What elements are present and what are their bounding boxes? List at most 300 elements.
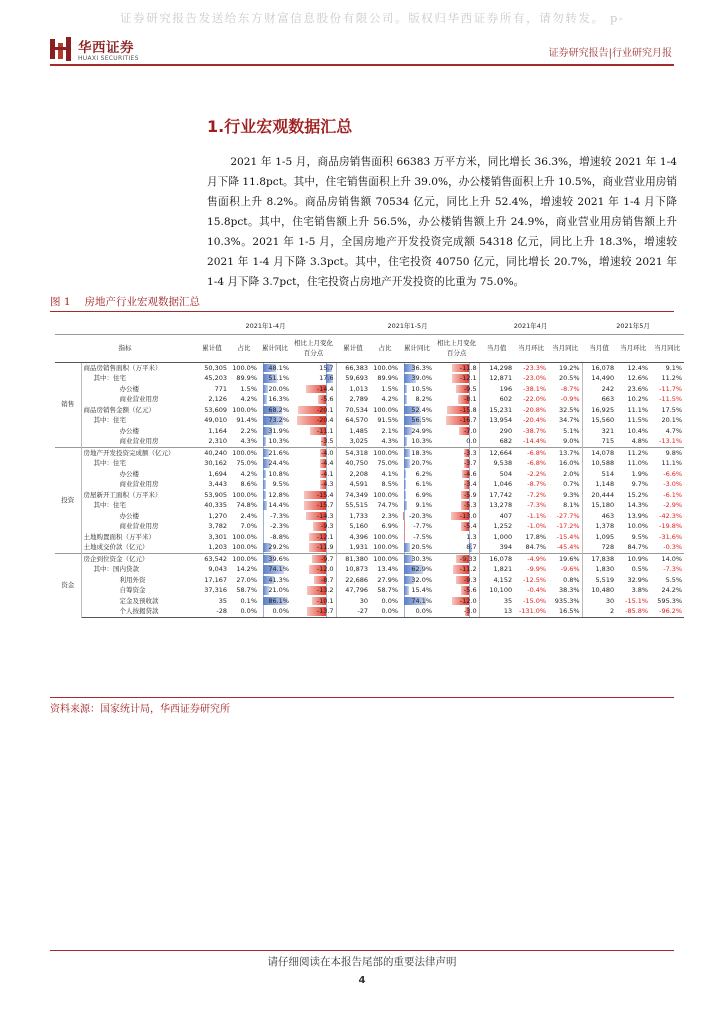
table-cell: 4.2% bbox=[240, 395, 257, 403]
table-cell: 13,954 bbox=[479, 415, 514, 426]
table-cell: 4.2% bbox=[240, 469, 257, 478]
period-header: 2021年1-4月 bbox=[195, 318, 336, 334]
table-cell: 16,925 bbox=[582, 405, 616, 416]
table-cell: 91.5% bbox=[377, 416, 399, 424]
bar-cell bbox=[434, 500, 479, 511]
table-cell: 15,180 bbox=[582, 500, 616, 511]
table-row bbox=[55, 532, 684, 543]
table-cell: -23.0% bbox=[523, 374, 547, 382]
company-logo bbox=[50, 36, 160, 64]
cell-value: -7.5% bbox=[413, 532, 433, 541]
table-cell: 394 bbox=[479, 542, 514, 553]
indicator-name: 其中：国内贷款 bbox=[93, 565, 139, 573]
table-cell: -0.9% bbox=[560, 395, 580, 403]
bar-cell bbox=[291, 426, 336, 437]
table-cell: -11.7% bbox=[659, 384, 683, 393]
indicator-name: 定金及预收款 bbox=[119, 596, 159, 605]
bar-cell bbox=[434, 511, 479, 522]
cell-value: 16.3% bbox=[268, 395, 289, 403]
bar-cell bbox=[291, 511, 336, 522]
cell-value: -14.4 bbox=[316, 384, 334, 393]
table-cell: 3.8% bbox=[631, 586, 649, 594]
table-cell: -0.4% bbox=[527, 586, 547, 594]
cell-value: -12.0 bbox=[316, 565, 334, 573]
cell-value: 39.6% bbox=[268, 554, 289, 563]
table-cell: 9.0% bbox=[563, 437, 580, 445]
section-title: 1.行业宏观数据汇总 bbox=[207, 117, 353, 136]
table-cell: 74.8% bbox=[236, 501, 257, 509]
table-cell: -6.8% bbox=[527, 459, 547, 467]
table-cell: 1,830 bbox=[582, 564, 616, 575]
table-cell: 9.3% bbox=[563, 490, 580, 499]
column-header: 占比 bbox=[229, 334, 259, 362]
table-cell: -131.0% bbox=[514, 606, 548, 617]
bar-cell bbox=[259, 415, 291, 426]
table-cell: 19.6% bbox=[548, 553, 582, 564]
source-divider bbox=[50, 697, 674, 698]
table-cell: 40,335 bbox=[204, 501, 227, 509]
table-cell: 75.0% bbox=[377, 459, 399, 467]
table-cell: 1,694 bbox=[208, 469, 227, 478]
bar-cell bbox=[400, 553, 434, 564]
bar-cell bbox=[259, 553, 291, 564]
table-cell: 728 bbox=[582, 542, 616, 553]
table-cell: 70,534 bbox=[336, 405, 370, 416]
bar-cell bbox=[434, 394, 479, 405]
bar-cell bbox=[259, 394, 291, 405]
column-header: 相比上月变化百分点 bbox=[434, 334, 479, 362]
table-cell: 30,162 bbox=[204, 459, 227, 467]
cell-value: 15.4% bbox=[411, 586, 433, 594]
cell-value: 51.1% bbox=[268, 374, 289, 382]
bar-cell bbox=[291, 606, 336, 617]
bar-cell bbox=[400, 458, 434, 469]
table-cell: -13.1% bbox=[659, 437, 683, 445]
indicator-name: 商业营业用房 bbox=[119, 522, 159, 530]
table-cell: 3,025 bbox=[336, 436, 370, 447]
report-type: 证券研究报告|行业研究月报 bbox=[548, 48, 672, 59]
figure-title: 房地产行业宏观数据汇总 bbox=[84, 296, 201, 308]
table-cell: 27.0% bbox=[236, 575, 257, 584]
cell-value: 32.0% bbox=[411, 575, 433, 584]
table-cell: 1,000 bbox=[479, 532, 514, 543]
table-cell: -20.4% bbox=[523, 416, 547, 424]
table-cell: 4,152 bbox=[479, 575, 514, 586]
bar-cell bbox=[400, 426, 434, 437]
table-cell: -6.8% bbox=[514, 447, 548, 458]
table-row bbox=[55, 405, 684, 416]
cell-value: -4.1 bbox=[320, 469, 334, 478]
indicator-name: 商品房销售金额（亿元） bbox=[83, 405, 155, 414]
table-cell: 53,609 bbox=[204, 405, 227, 414]
cell-value: 24.9% bbox=[411, 426, 433, 435]
bar-cell bbox=[400, 575, 434, 586]
table-cell: 1,252 bbox=[479, 521, 514, 532]
table-cell: 2.0% bbox=[563, 469, 580, 478]
indicator-name: 办公楼 bbox=[119, 426, 139, 435]
indicator-name: 房企到位资金（亿元） bbox=[81, 553, 195, 564]
table-cell: 15,560 bbox=[582, 415, 616, 426]
bar-cell bbox=[259, 458, 291, 469]
table-cell: -7.3% bbox=[527, 501, 547, 509]
table-cell: -96.2% bbox=[650, 606, 684, 617]
table-cell: -38.7% bbox=[523, 426, 547, 435]
cell-value: -11.9 bbox=[316, 543, 334, 551]
cell-value: -3.7 bbox=[463, 459, 477, 467]
table-cell: 0.0% bbox=[370, 606, 400, 617]
table-cell: -6.6% bbox=[663, 469, 683, 478]
table-cell: 0.0% bbox=[381, 596, 399, 605]
table-cell: -38.1% bbox=[523, 384, 547, 393]
column-header: 当月值 bbox=[479, 334, 514, 362]
cell-value: 18.3% bbox=[411, 448, 433, 457]
table-cell: -2.9% bbox=[663, 501, 683, 509]
bar-cell bbox=[400, 564, 434, 575]
bar-cell bbox=[259, 500, 291, 511]
bar-cell bbox=[434, 469, 479, 480]
table-cell: 24.2% bbox=[661, 586, 683, 594]
bar-cell bbox=[291, 447, 336, 458]
bar-cell bbox=[434, 426, 479, 437]
table-row bbox=[55, 394, 684, 405]
bar-cell bbox=[434, 436, 479, 447]
table-cell: 13 bbox=[479, 606, 514, 617]
cell-value: -7.3% bbox=[270, 511, 289, 520]
table-cell: 58.7% bbox=[236, 586, 257, 594]
table-cell: 1,013 bbox=[336, 384, 370, 395]
table-cell: -28 bbox=[195, 606, 229, 617]
table-cell: 13,278 bbox=[479, 500, 514, 511]
table-cell: 84.7% bbox=[627, 543, 649, 551]
cell-value: 56.5% bbox=[411, 416, 433, 424]
bar-cell bbox=[400, 585, 434, 596]
table-cell: 3,443 bbox=[208, 480, 227, 488]
cell-value: -15.7 bbox=[316, 501, 334, 509]
table-cell: 17,167 bbox=[204, 575, 227, 584]
table-row bbox=[55, 458, 684, 469]
table-cell: -22.0% bbox=[523, 395, 547, 403]
table-cell: 10.4% bbox=[627, 426, 649, 435]
cell-value: -20.3% bbox=[409, 511, 433, 520]
bar-cell bbox=[434, 606, 479, 617]
table-cell: 100.0% bbox=[373, 543, 399, 551]
cell-value: -3.3 bbox=[463, 448, 477, 457]
bar-cell bbox=[291, 532, 336, 543]
table-cell: 0.5% bbox=[631, 565, 649, 573]
table-cell: 7.0% bbox=[240, 522, 257, 530]
bar-cell bbox=[400, 436, 434, 447]
table-cell: 12.6% bbox=[627, 374, 649, 382]
bar-cell bbox=[400, 415, 434, 426]
bar-cell bbox=[291, 542, 336, 553]
cell-value: -9.5 bbox=[463, 384, 477, 393]
cell-value: -11.2 bbox=[459, 565, 477, 573]
bar-cell bbox=[259, 436, 291, 447]
bar-cell bbox=[434, 479, 479, 490]
table-cell: 9,043 bbox=[208, 565, 227, 573]
table-cell: 10,873 bbox=[336, 564, 370, 575]
table-cell: 91.4% bbox=[236, 416, 257, 424]
table-cell: 2.1% bbox=[381, 426, 399, 435]
table-cell: 16.0% bbox=[558, 459, 580, 467]
table-cell: 13.4% bbox=[377, 565, 399, 573]
footer-divider bbox=[50, 950, 674, 951]
table-cell: 55,515 bbox=[336, 500, 370, 511]
table-cell: 10.2% bbox=[627, 395, 649, 403]
table-cell: -12.5% bbox=[523, 575, 547, 584]
table-row bbox=[55, 564, 684, 575]
table-cell: 20,444 bbox=[582, 490, 616, 501]
cell-value: 41.3% bbox=[268, 575, 289, 584]
indicator-name: 办公楼 bbox=[119, 511, 139, 520]
table-cell: 14.2% bbox=[236, 565, 257, 573]
bar-cell bbox=[400, 490, 434, 501]
table-cell: 1,148 bbox=[582, 479, 616, 490]
table-cell: 12,664 bbox=[479, 447, 514, 458]
figure-divider bbox=[50, 311, 674, 312]
bar-cell bbox=[434, 564, 479, 575]
indicator-name: 土地成交价款（亿元） bbox=[83, 543, 149, 551]
cell-value: 62.9% bbox=[411, 565, 433, 573]
bar-cell bbox=[259, 596, 291, 607]
cell-value: 0.0% bbox=[415, 607, 433, 615]
bar-cell bbox=[434, 415, 479, 426]
table-cell: -7.2% bbox=[527, 490, 547, 499]
bar-cell bbox=[291, 564, 336, 575]
table-cell: 14,490 bbox=[582, 373, 616, 384]
table-cell: 20.5% bbox=[558, 374, 580, 382]
bar-cell bbox=[259, 479, 291, 490]
table-cell: 100.0% bbox=[232, 543, 257, 551]
table-cell: 10,480 bbox=[582, 585, 616, 596]
bar-cell bbox=[434, 596, 479, 607]
bar-cell bbox=[291, 521, 336, 532]
cell-value: 6.1% bbox=[415, 480, 433, 488]
cell-value: -15.8 bbox=[459, 405, 477, 414]
table-row bbox=[55, 575, 684, 586]
table-cell: 9.5% bbox=[631, 532, 649, 541]
cell-value: -20.1 bbox=[316, 405, 334, 414]
table-cell: 81,380 bbox=[336, 553, 370, 564]
bar-cell bbox=[291, 500, 336, 511]
table-cell: 100.0% bbox=[373, 405, 399, 414]
indicator-name: 其中：住宅 bbox=[93, 459, 126, 467]
table-cell: -9.6% bbox=[560, 565, 580, 573]
bar-cell bbox=[291, 469, 336, 480]
bar-cell bbox=[291, 553, 336, 564]
bar-cell bbox=[400, 469, 434, 480]
table-cell: 1,046 bbox=[479, 479, 514, 490]
bar-cell bbox=[259, 426, 291, 437]
bar-cell bbox=[434, 384, 479, 395]
table-cell: -15.1% bbox=[625, 596, 649, 605]
table-row bbox=[55, 479, 684, 490]
table-cell: -11.5% bbox=[659, 395, 683, 403]
bar-cell bbox=[259, 511, 291, 522]
table-cell: 4.7% bbox=[665, 426, 683, 435]
table-row bbox=[55, 426, 684, 437]
cell-value: 86.1% bbox=[268, 596, 289, 605]
bar-cell bbox=[434, 405, 479, 416]
cell-value: 10.5% bbox=[411, 384, 433, 393]
page-number: 4 bbox=[358, 975, 366, 986]
bar-cell bbox=[291, 575, 336, 586]
cell-value: -4.6 bbox=[463, 469, 477, 478]
cell-value: 10.8% bbox=[268, 469, 289, 478]
table-cell: 715 bbox=[582, 436, 616, 447]
cell-value: 30.3% bbox=[411, 554, 433, 563]
indicator-name: 利用外资 bbox=[119, 575, 146, 584]
table-cell: 100.0% bbox=[232, 532, 257, 541]
cell-value: 39.0% bbox=[411, 374, 433, 382]
period-header-row bbox=[55, 318, 684, 334]
bar-cell bbox=[400, 394, 434, 405]
table-cell: 100.0% bbox=[232, 363, 257, 372]
table-cell: 2,789 bbox=[336, 394, 370, 405]
cell-value: 8.2% bbox=[415, 395, 433, 403]
table-cell: 463 bbox=[582, 511, 616, 522]
table-cell: 100.0% bbox=[370, 447, 400, 458]
table-cell: 100.0% bbox=[373, 532, 399, 541]
cell-value: -3.0 bbox=[463, 607, 477, 615]
bar-cell bbox=[400, 362, 434, 373]
bar-cell bbox=[259, 542, 291, 553]
table-cell: -19.8% bbox=[659, 522, 683, 530]
indicator-name: 商业营业用房 bbox=[119, 395, 159, 403]
bar-cell bbox=[434, 542, 479, 553]
cell-value: -12.1 bbox=[316, 532, 334, 541]
column-header: 相比上月变化百分点 bbox=[291, 334, 336, 362]
table-cell: 100.0% bbox=[229, 553, 259, 564]
bar-cell bbox=[259, 575, 291, 586]
table-cell: -23.3% bbox=[523, 363, 547, 372]
group-label: 销售 bbox=[55, 362, 81, 447]
table-cell: 771 bbox=[214, 384, 227, 393]
bar-cell bbox=[434, 458, 479, 469]
cell-value: 9.5% bbox=[272, 480, 289, 488]
table-cell: 10,588 bbox=[582, 458, 616, 469]
bar-cell bbox=[291, 373, 336, 384]
bar-cell bbox=[291, 458, 336, 469]
table-cell: 9.1% bbox=[665, 363, 683, 372]
table-cell: 1.9% bbox=[631, 469, 649, 478]
table-cell: 4.8% bbox=[631, 437, 649, 445]
table-cell: 663 bbox=[582, 394, 616, 405]
bar-cell bbox=[259, 585, 291, 596]
indicator-name: 商业营业用房 bbox=[119, 437, 159, 445]
indicator-name: 其中：住宅 bbox=[93, 501, 126, 509]
table-cell: 89.9% bbox=[236, 374, 257, 382]
bar-cell bbox=[291, 405, 336, 416]
cell-value: 36.3% bbox=[411, 363, 433, 372]
table-cell: -17.2% bbox=[556, 522, 580, 530]
table-cell: 4.2% bbox=[381, 395, 399, 403]
cell-value: -9.7 bbox=[320, 554, 334, 563]
indicator-name: 其中：住宅 bbox=[93, 374, 126, 382]
table-cell: 1,270 bbox=[208, 511, 227, 520]
table-cell: 100.0% bbox=[229, 447, 259, 458]
table-row bbox=[55, 606, 684, 617]
table-cell: 504 bbox=[479, 469, 514, 480]
period-header: 2021年4月 bbox=[479, 318, 582, 334]
table-cell: 100.0% bbox=[232, 490, 257, 499]
table-cell: 14,298 bbox=[479, 362, 514, 373]
bar-cell bbox=[291, 490, 336, 501]
cell-value: -12.0 bbox=[459, 596, 477, 605]
table-cell: 34.7% bbox=[558, 416, 580, 424]
table-cell: 10,100 bbox=[479, 585, 514, 596]
table-cell: 5.5% bbox=[665, 575, 683, 584]
header-divider bbox=[50, 64, 674, 66]
table-cell: -0.3% bbox=[663, 543, 683, 551]
table-cell: 32.5% bbox=[558, 405, 580, 414]
table-cell: 40,750 bbox=[336, 458, 370, 469]
table-cell: -2.2% bbox=[527, 469, 547, 478]
bar-cell bbox=[400, 542, 434, 553]
table-cell: 100.0% bbox=[373, 490, 399, 499]
bar-cell bbox=[434, 373, 479, 384]
table-row bbox=[55, 362, 684, 373]
table-row bbox=[55, 469, 684, 480]
table-cell: -14.4% bbox=[523, 437, 547, 445]
bar-cell bbox=[434, 553, 479, 564]
bar-cell bbox=[400, 405, 434, 416]
cell-value: -16.7 bbox=[459, 416, 477, 424]
table-cell: 0.1% bbox=[240, 596, 257, 605]
column-header: 累计值 bbox=[336, 334, 370, 362]
table-cell: 2,208 bbox=[336, 469, 370, 480]
table-row bbox=[55, 436, 684, 447]
cell-value: -10.1 bbox=[316, 596, 334, 605]
logo-text-en: HUAXI SECURITIES bbox=[78, 55, 139, 62]
bar-cell bbox=[291, 479, 336, 490]
table-cell: 1,203 bbox=[208, 543, 227, 551]
table-cell: 4.1% bbox=[381, 469, 399, 478]
column-header: 累计同比 bbox=[400, 334, 434, 362]
table-cell: -4.9% bbox=[514, 553, 548, 564]
table-cell: 22,686 bbox=[336, 575, 370, 586]
table-cell: 19.2% bbox=[558, 363, 580, 372]
bar-cell bbox=[400, 532, 434, 543]
table-cell: -27.7% bbox=[556, 511, 580, 520]
table-cell: -8.7% bbox=[560, 384, 580, 393]
cell-value: 14.4% bbox=[268, 501, 289, 509]
huaxi-logo-icon bbox=[50, 37, 72, 61]
table-cell: 1,095 bbox=[582, 532, 616, 543]
cell-value: -8.8% bbox=[270, 532, 289, 541]
table-cell: -1.0% bbox=[527, 522, 547, 530]
bar-cell bbox=[400, 384, 434, 395]
cell-value: 74.1% bbox=[411, 596, 433, 605]
watermark: 证券研究报告发送给东方财富信息股份有限公司。版权归华西证券所有，请勿转发。 p- bbox=[120, 11, 625, 25]
cell-value: -14.3 bbox=[316, 511, 334, 520]
table-cell: 100.0% bbox=[373, 363, 399, 372]
period-header: 2021年5月 bbox=[582, 318, 684, 334]
table-cell: 1,378 bbox=[582, 521, 616, 532]
cell-value: -9.3 bbox=[463, 575, 477, 584]
cell-value: -2.3% bbox=[270, 522, 289, 530]
cell-value: 21.6% bbox=[268, 448, 289, 457]
indicator-name: 房地产开发投资完成额（亿元） bbox=[81, 447, 195, 458]
table-cell: 11.1% bbox=[627, 405, 649, 414]
bar-cell bbox=[434, 447, 479, 458]
table-cell: 35 bbox=[218, 596, 227, 605]
table-cell: 196 bbox=[479, 384, 514, 395]
table-cell: 9.8% bbox=[650, 447, 684, 458]
table-cell: 59,693 bbox=[336, 373, 370, 384]
table-cell: 1,821 bbox=[479, 564, 514, 575]
column-header-row bbox=[55, 334, 684, 362]
